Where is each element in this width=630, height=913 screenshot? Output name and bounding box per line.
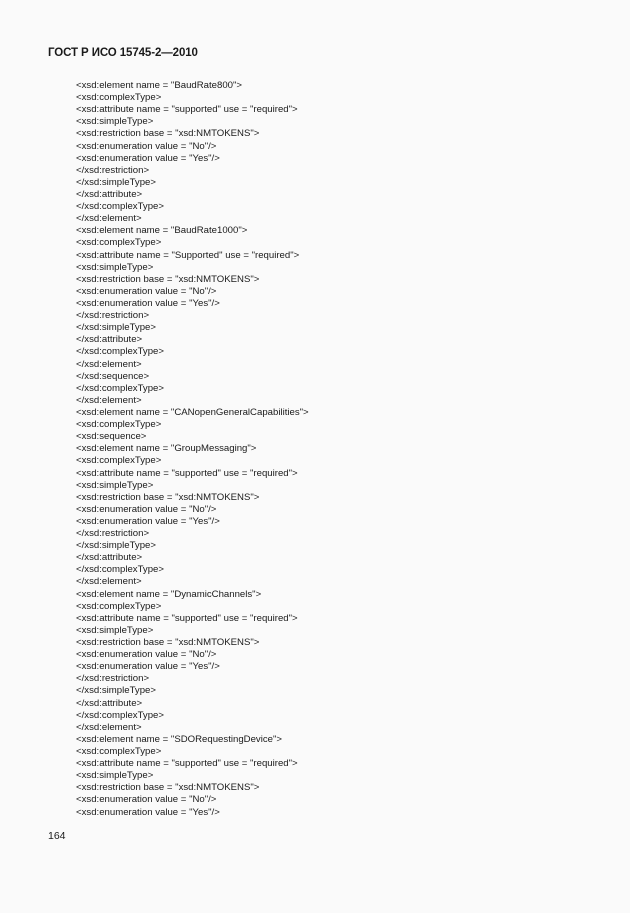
code-line: </xsd:restriction>: [76, 310, 150, 322]
code-line: <xsd:enumeration value = "No"/>: [76, 794, 217, 806]
code-line: </xsd:element>: [76, 358, 142, 370]
code-line: </xsd:restriction>: [76, 673, 150, 685]
code-line: <xsd:element name = "CANopenGeneralCapabilities">: [76, 406, 309, 418]
code-line: <xsd:complexType>: [76, 419, 162, 431]
code-line: <xsd:complexType>: [76, 92, 162, 104]
code-line: <xsd:complexType>: [76, 600, 162, 612]
code-line: <xsd:sequence>: [76, 431, 147, 443]
code-line: </xsd:complexType>: [76, 564, 164, 576]
code-line: </xsd:sequence>: [76, 370, 150, 382]
code-line: <xsd:simpleType>: [76, 479, 154, 491]
code-line: <xsd:attribute name = "supported" use = "required">: [76, 758, 298, 770]
code-line: <xsd:enumeration value = "No"/>: [76, 503, 217, 515]
code-line: <xsd:complexType>: [76, 237, 162, 249]
code-line: </xsd:simpleType>: [76, 685, 156, 697]
code-line: <xsd:element name = "SDORequestingDevice">: [76, 733, 282, 745]
code-line: </xsd:complexType>: [76, 709, 164, 721]
code-line: </xsd:restriction>: [76, 528, 150, 540]
code-line: <xsd:enumeration value = "Yes"/>: [76, 661, 220, 673]
page-number: 164: [48, 830, 66, 842]
code-line: <xsd:element name = "GroupMessaging">: [76, 443, 257, 455]
code-line: <xsd:enumeration value = "No"/>: [76, 649, 217, 661]
code-line: <xsd:restriction base = "xsd:NMTOKENS">: [76, 273, 260, 285]
code-line: </xsd:complexType>: [76, 346, 164, 358]
code-line: <xsd:attribute name = "Supported" use = "required">: [76, 249, 300, 261]
code-line: <xsd:simpleType>: [76, 770, 154, 782]
code-line: </xsd:simpleType>: [76, 176, 156, 188]
code-line: </xsd:element>: [76, 213, 142, 225]
code-line: <xsd:attribute name = "supported" use = "required">: [76, 104, 298, 116]
code-line: </xsd:element>: [76, 721, 142, 733]
code-line: <xsd:attribute name = "supported" use = "required">: [76, 467, 298, 479]
code-line: <xsd:enumeration value = "Yes"/>: [76, 515, 220, 527]
code-line: <xsd:element name = "BaudRate800">: [76, 80, 243, 91]
code-line: <xsd:simpleType>: [76, 261, 154, 273]
code-line: </xsd:attribute>: [76, 552, 143, 564]
code-line: </xsd:complexType>: [76, 201, 164, 213]
code-line: <xsd:complexType>: [76, 746, 162, 758]
code-line: <xsd:restriction base = "xsd:NMTOKENS">: [76, 637, 260, 649]
code-line: <xsd:simpleType>: [76, 624, 154, 636]
document-header: ГОСТ Р ИСО 15745-2—2010: [48, 47, 198, 59]
code-line: <xsd:complexType>: [76, 455, 162, 467]
code-line: <xsd:enumeration value = "Yes"/>: [76, 152, 220, 164]
code-line: <xsd:restriction base = "xsd:NMTOKENS">: [76, 782, 260, 794]
code-line: <xsd:element name = "DynamicChannels">: [76, 588, 262, 600]
code-line: <xsd:element name = "BaudRate1000">: [76, 225, 248, 237]
code-line: </xsd:attribute>: [76, 697, 143, 709]
code-line: <xsd:enumeration value = "No"/>: [76, 285, 217, 297]
code-line: </xsd:attribute>: [76, 334, 143, 346]
code-line: </xsd:complexType>: [76, 382, 164, 394]
code-line: <xsd:restriction base = "xsd:NMTOKENS">: [76, 128, 260, 140]
code-line: </xsd:attribute>: [76, 188, 143, 200]
code-line: </xsd:simpleType>: [76, 540, 156, 552]
code-line: <xsd:enumeration value = "Yes"/>: [76, 297, 220, 309]
code-line: <xsd:restriction base = "xsd:NMTOKENS">: [76, 491, 260, 503]
code-line: <xsd:enumeration value = "No"/>: [76, 140, 217, 152]
code-line: <xsd:attribute name = "supported" use = "required">: [76, 612, 298, 624]
code-line: </xsd:element>: [76, 394, 142, 406]
xsd-code-listing: [76, 80, 309, 819]
code-line: </xsd:element>: [76, 576, 142, 588]
code-line: </xsd:restriction>: [76, 164, 150, 176]
code-line: </xsd:simpleType>: [76, 322, 156, 334]
code-line: <xsd:enumeration value = "Yes"/>: [76, 806, 220, 818]
code-line: <xsd:simpleType>: [76, 116, 154, 128]
